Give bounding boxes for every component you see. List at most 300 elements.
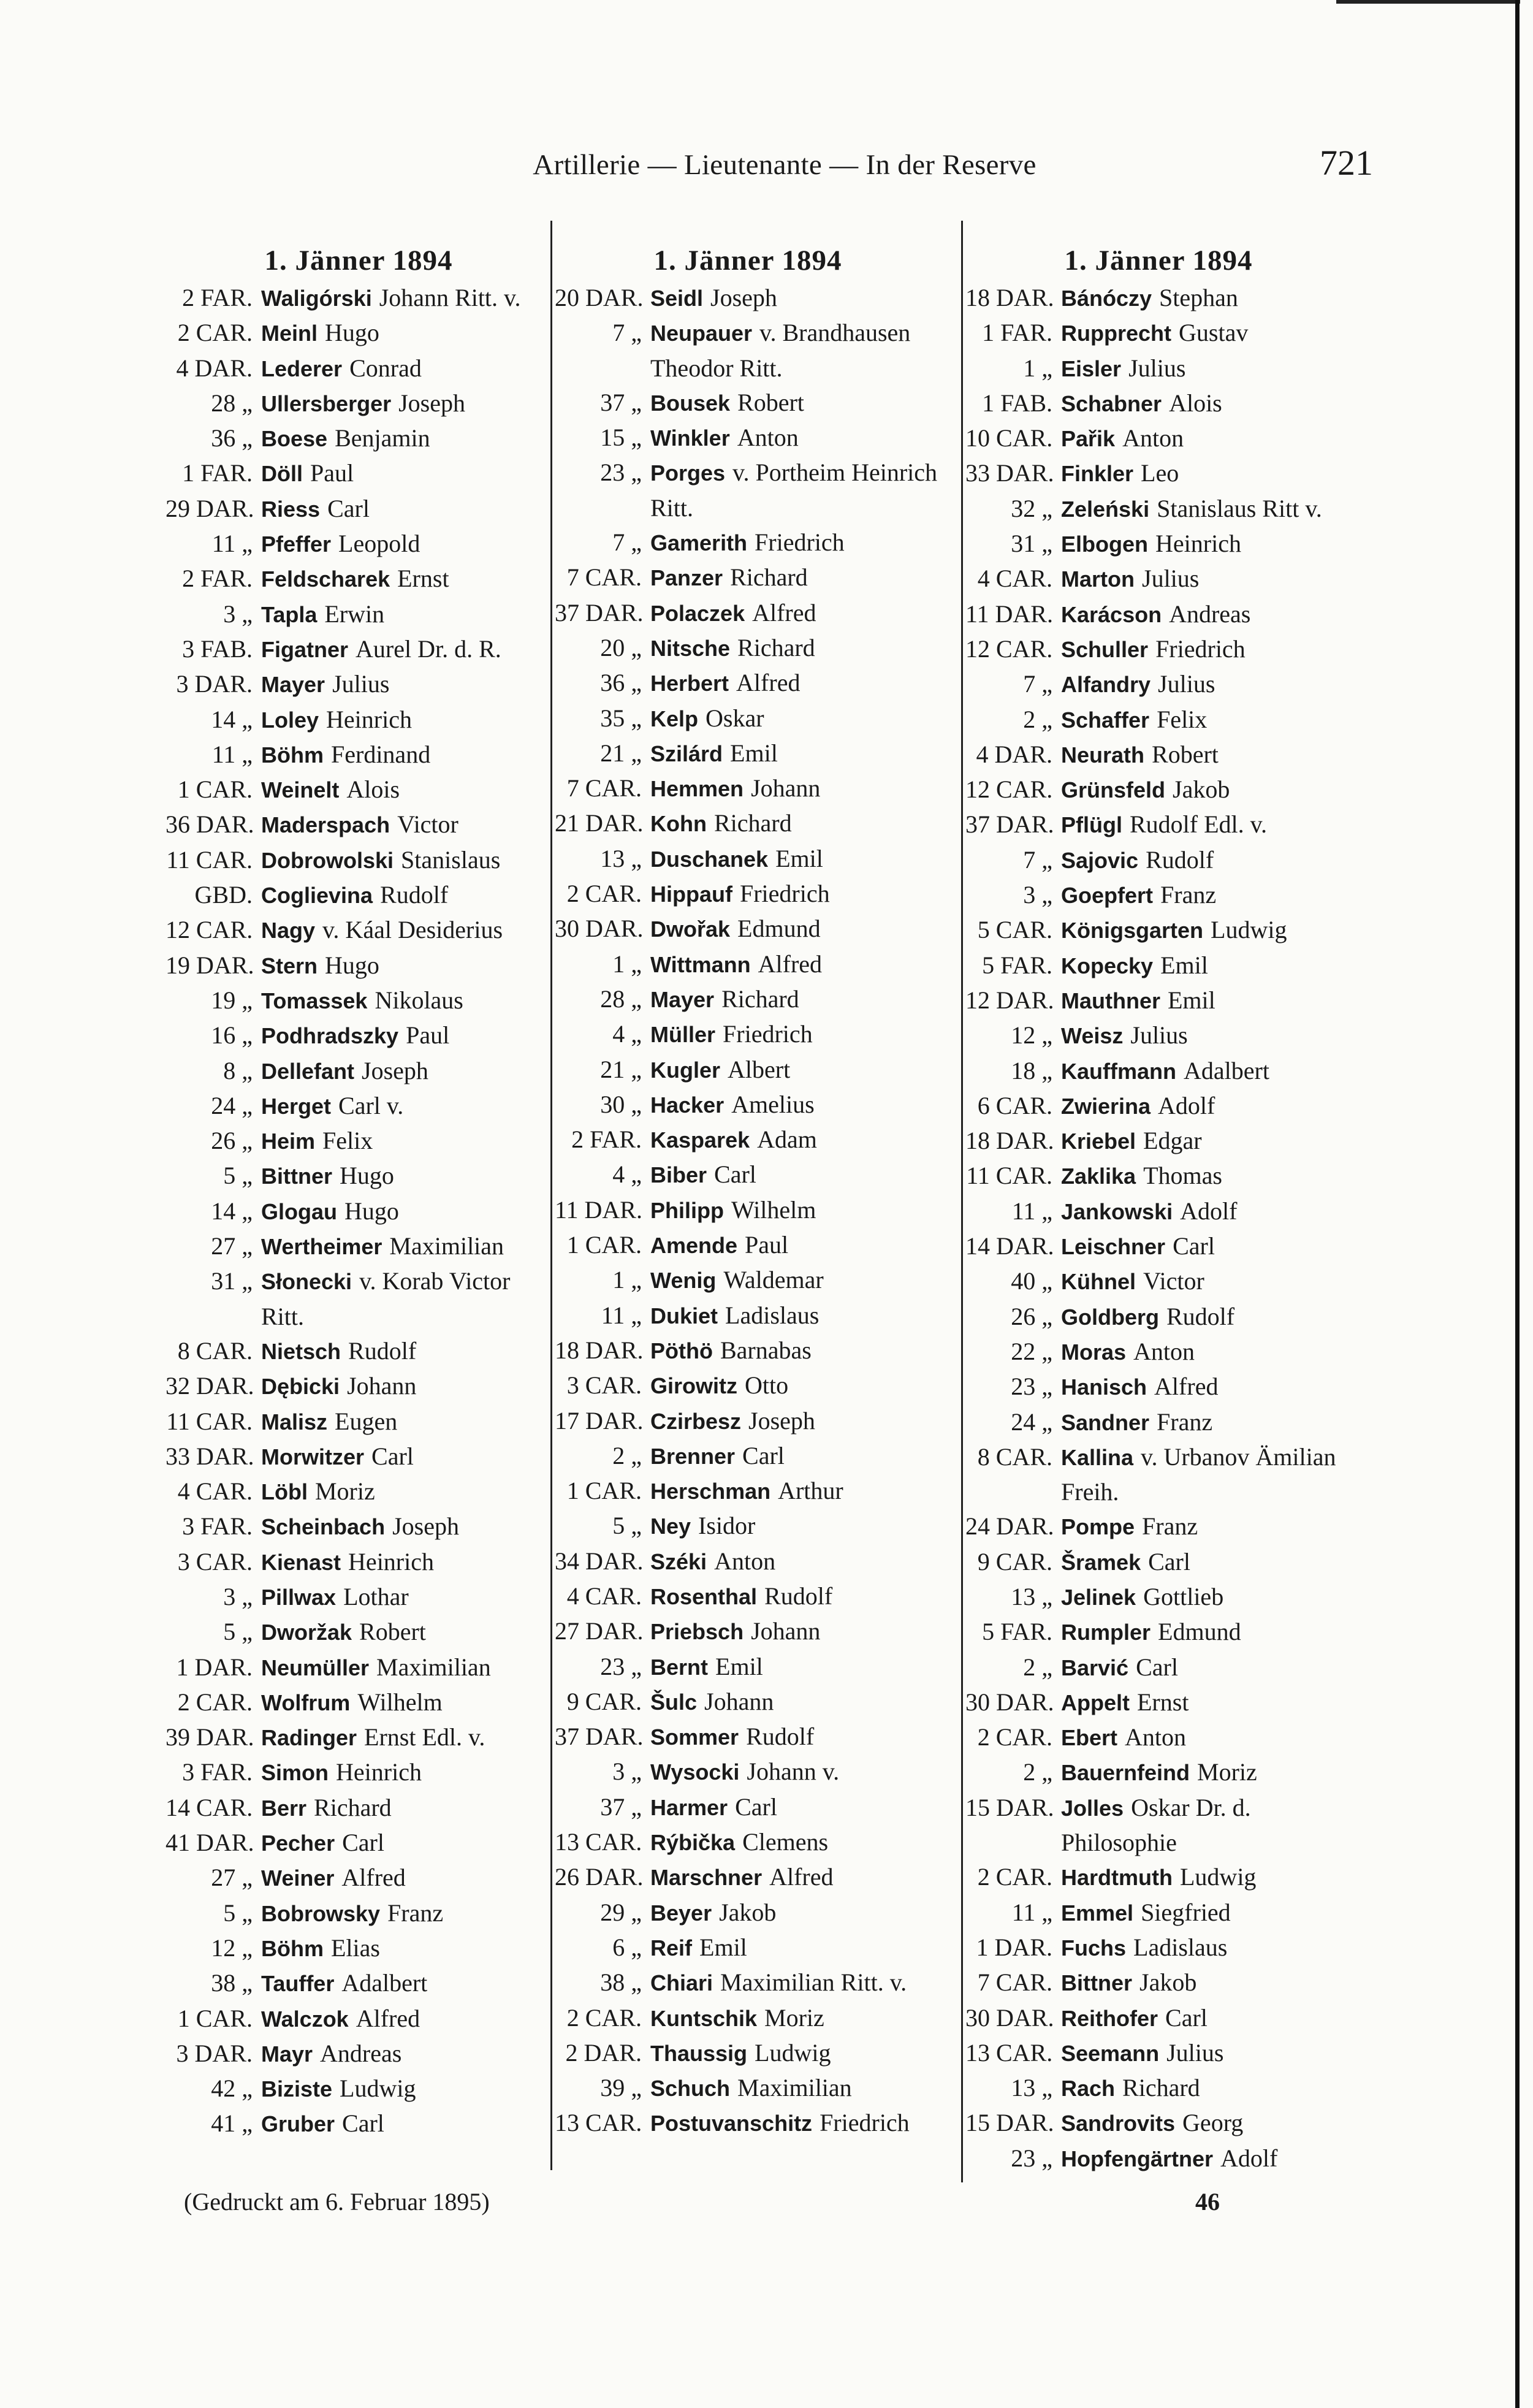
unit-code: 13 „ [1011, 2074, 1052, 2102]
given-names: Ernst Edl. v. [364, 1723, 485, 1751]
unit-code: 13 CAR. [965, 2038, 1053, 2067]
unit-code: 3 „ [223, 1582, 253, 1610]
list-item [165, 1404, 558, 1439]
given-names: Adolf [1158, 1091, 1215, 1119]
officer-name [261, 1861, 558, 1896]
given-names: Georg [1182, 2109, 1244, 2137]
surname: Pompe [1061, 1514, 1135, 1540]
unit-code: 33 DAR. [165, 1442, 254, 1470]
surname: Reithofer [1061, 2005, 1158, 2031]
unit-code: GBD. [194, 881, 253, 909]
given-names: Alois [1169, 389, 1222, 417]
surname: Schuch [650, 2076, 731, 2101]
surname: Böhm [261, 1935, 324, 1961]
list-item [965, 1159, 1358, 1194]
list-item [165, 1931, 558, 1966]
unit-code: 2 CAR. [977, 1723, 1052, 1751]
given-names: Ludwig [1211, 916, 1287, 944]
given-names: Joseph [392, 1512, 459, 1541]
surname: Kienast [261, 1549, 341, 1575]
list-item [165, 1685, 558, 1720]
unit-code: 28 „ [211, 389, 253, 417]
surname: Wenig [650, 1268, 717, 1294]
list-item [165, 1054, 558, 1089]
officer-name [261, 1264, 558, 1334]
given-names: Alfred [769, 1863, 834, 1891]
unit-code: 1 CAR. [566, 1477, 642, 1505]
print-date-note: (Gedruckt am 6. Februar 1895) [184, 2188, 490, 2216]
given-names: Anton [1125, 1723, 1187, 1751]
surname: Herget [261, 1093, 332, 1119]
unit-code: 36 „ [600, 669, 642, 697]
officer-name [650, 736, 947, 771]
officer-name [1061, 2001, 1358, 2036]
officer-name [1061, 737, 1358, 772]
surname: Jolles [1061, 1795, 1124, 1821]
officer-name [650, 596, 947, 631]
given-names: Richard [1122, 2074, 1200, 2102]
unit-code: 34 DAR. [555, 1547, 644, 1575]
unit-code: 36 „ [211, 424, 253, 452]
officer-name [650, 1404, 947, 1439]
surname: Kelp [650, 706, 699, 731]
given-names: Carl [342, 2109, 384, 2138]
officer-name [1061, 2106, 1358, 2141]
surname: Dukiet [650, 1303, 718, 1328]
surname: Dwořak [650, 916, 731, 942]
officer-name [650, 1825, 947, 1860]
unit-code: 1 CAR. [177, 775, 253, 804]
officer-name [650, 1579, 947, 1614]
list-item [965, 2036, 1358, 2071]
unit-code: 7 „ [612, 319, 642, 347]
given-names: Stephan [1159, 284, 1238, 311]
list-item [165, 667, 558, 702]
given-names: Anton [1133, 1337, 1195, 1365]
unit-code: 14 CAR. [165, 1793, 253, 1821]
unit-code: 19 „ [211, 986, 253, 1014]
list-item [555, 1650, 947, 1685]
surname: Sajovic [1061, 847, 1139, 873]
unit-code: 27 „ [211, 1864, 253, 1892]
running-head: Artillerie — Lieutenante — In der Reserve [533, 149, 1037, 181]
given-names: Elias [331, 1934, 380, 1962]
officer-name [1061, 1370, 1358, 1404]
list-item [555, 1825, 947, 1860]
list-item [555, 912, 947, 947]
unit-code: 6 CAR. [977, 1091, 1052, 1119]
list-item [965, 1054, 1358, 1089]
unit-code: 18 DAR. [555, 1336, 644, 1364]
list-item [555, 1193, 947, 1228]
unit-code: 3 DAR. [176, 670, 253, 698]
surname: Pařik [1061, 426, 1116, 452]
unit-code: 31 „ [1011, 530, 1052, 558]
surname: Heim [261, 1129, 316, 1154]
list-item [165, 1194, 558, 1229]
officer-name [261, 667, 558, 702]
surname: Malisz [261, 1409, 328, 1435]
given-names: Richard [721, 985, 799, 1013]
unit-code: 11 „ [1011, 1898, 1052, 1926]
unit-code: 6 „ [612, 1933, 642, 1961]
given-names: Jakob [1139, 1968, 1197, 1997]
list-item [965, 983, 1358, 1018]
officer-name [650, 1965, 947, 2000]
officer-name [261, 2002, 558, 2037]
officer-name [261, 1054, 558, 1089]
column-3 [965, 240, 1358, 2176]
list-item [965, 562, 1358, 596]
given-names: Joseph [362, 1056, 428, 1084]
list-item [165, 562, 558, 596]
given-names: Siegfried [1141, 1898, 1231, 1926]
officer-name [650, 1930, 947, 1965]
given-names: Stanislaus Ritt v. [1157, 494, 1322, 522]
officer-name [650, 1193, 947, 1228]
given-names: Moriz [1197, 1758, 1257, 1786]
surname: Bousek [650, 390, 731, 416]
given-names: Richard [730, 563, 808, 592]
given-names: Alfred [356, 2004, 420, 2032]
officer-name [261, 1018, 558, 1053]
given-names: Gottlieb [1143, 1582, 1224, 1610]
unit-code: 24 DAR. [965, 1512, 1054, 1541]
surname: Hacker [650, 1092, 725, 1118]
officer-name [261, 948, 558, 983]
surname: Neumüller [261, 1655, 370, 1680]
surname: Jankowski [1061, 1198, 1173, 1224]
unit-code: 23 „ [1011, 2144, 1052, 2172]
unit-code: 30 DAR. [965, 2003, 1054, 2032]
officer-name [261, 351, 558, 386]
given-names: Alfred [758, 950, 823, 978]
given-names: Isidor [698, 1512, 756, 1540]
officer-name [1061, 1124, 1358, 1159]
unit-code: 18 DAR. [965, 284, 1054, 311]
given-names: Moriz [764, 2003, 824, 2032]
officer-name [650, 1017, 947, 1052]
surname: Polaczek [650, 600, 745, 626]
surname: Feldscharek [261, 566, 390, 592]
officer-name [1061, 1650, 1358, 1685]
officer-name [650, 947, 947, 982]
surname: Kauffmann [1061, 1058, 1176, 1084]
column-heading: 1. Jänner 1894 [264, 245, 453, 276]
unit-code: 29 „ [600, 1898, 642, 1926]
surname: Pflügl [1061, 812, 1122, 838]
given-names: Wilhelm [357, 1688, 443, 1716]
list-item [965, 1791, 1358, 1861]
officer-name [1061, 667, 1358, 702]
officer-name [1061, 1791, 1358, 1861]
given-names: Carl v. [338, 1091, 404, 1119]
officer-name [650, 1368, 947, 1403]
given-names: Friedrich [1155, 634, 1246, 663]
given-names: Alfred [752, 598, 816, 627]
given-names: Leo [1141, 459, 1179, 487]
surname: Panzer [650, 565, 723, 591]
given-names: Ferdinand [331, 740, 431, 768]
list-item [555, 982, 947, 1017]
officer-name [650, 2001, 947, 2036]
officer-name [261, 1966, 558, 2001]
unit-code: 7 CAR. [566, 774, 642, 802]
officer-name [1061, 351, 1358, 386]
surname: Rýbička [650, 1830, 736, 1856]
officer-name [650, 771, 947, 806]
list-item [555, 1122, 947, 1157]
unit-code: 24 „ [211, 1091, 253, 1119]
officer-name [650, 701, 947, 736]
surname: Tauffer [261, 1971, 335, 1997]
list-item [165, 2002, 558, 2037]
unit-code: 41 „ [211, 2109, 253, 2138]
officer-name [1061, 1159, 1358, 1194]
surname: Königsgarten [1061, 918, 1204, 943]
unit-code: 12 CAR. [165, 916, 253, 944]
officer-name [261, 2037, 558, 2071]
given-names: Rudolf [746, 1723, 815, 1751]
unit-code: 23 „ [600, 1652, 642, 1680]
list-item [965, 2141, 1358, 2176]
given-names: Rudolf [1146, 845, 1214, 874]
surname: Grünsfeld [1061, 777, 1166, 803]
given-names: Carl [1136, 1653, 1178, 1681]
unit-code: 32 „ [1011, 494, 1052, 522]
list-item [555, 1368, 947, 1403]
surname: Rumpler [1061, 1620, 1151, 1645]
unit-code: 2 „ [612, 1441, 642, 1469]
surname: Bauernfeind [1061, 1760, 1190, 1786]
officer-name [1061, 1440, 1358, 1510]
unit-code: 4 CAR. [177, 1477, 253, 1506]
surname: Biziste [261, 2076, 333, 2102]
unit-code: 11 CAR. [966, 1162, 1052, 1190]
given-names: Richard [713, 809, 792, 837]
unit-code: 15 „ [600, 424, 642, 452]
given-names: Franz [387, 1899, 444, 1927]
given-names: Felix [322, 1127, 373, 1155]
unit-code: 3 „ [1023, 881, 1052, 909]
unit-code: 4 „ [612, 1160, 642, 1189]
surname: Morwitzer [261, 1444, 365, 1469]
unit-code: 8 CAR. [177, 1336, 253, 1365]
officer-name [650, 1755, 947, 1789]
list-item [555, 947, 947, 982]
given-names: Carl [371, 1442, 414, 1470]
unit-code: 2 CAR. [177, 1688, 253, 1716]
unit-code: 14 „ [211, 1197, 253, 1225]
surname: Kuntschik [650, 2005, 758, 2031]
list-item [165, 737, 558, 772]
given-names: Robert [359, 1618, 426, 1646]
surname: Kallina [1061, 1444, 1134, 1470]
list-item [965, 807, 1358, 842]
unit-code: 41 DAR. [165, 1829, 254, 1857]
given-names: Heinrich [1155, 530, 1241, 558]
officer-name [1061, 1194, 1358, 1229]
list-item [165, 1650, 558, 1685]
unit-code: 38 „ [211, 1969, 253, 1997]
unit-code: 11 „ [211, 530, 253, 558]
surname: Czirbesz [650, 1408, 742, 1434]
entry-list [555, 281, 947, 2141]
list-item [165, 527, 558, 562]
officer-name [650, 1474, 947, 1509]
surname: Schuller [1061, 636, 1149, 662]
officer-name [261, 1580, 558, 1615]
surname: Zaklika [1061, 1164, 1136, 1189]
given-names: Rudolf Edl. v. [1129, 810, 1268, 839]
list-item [165, 1966, 558, 2001]
surname: Weisz [1061, 1023, 1124, 1049]
list-item [165, 807, 558, 842]
surname: Fuchs [1061, 1935, 1127, 1960]
given-names: Erwin [324, 600, 385, 628]
given-names: v. Káal Desiderius [322, 916, 503, 944]
unit-code: 27 „ [211, 1232, 253, 1260]
list-item [965, 1580, 1358, 1615]
list-item [555, 316, 947, 386]
officer-name [650, 525, 947, 560]
list-item [965, 456, 1358, 491]
given-names: Richard [314, 1793, 392, 1821]
given-names: Johann [751, 1617, 821, 1645]
officer-name [1061, 948, 1358, 983]
officer-name [1061, 1018, 1358, 1053]
given-names: Paul [406, 1021, 450, 1050]
surname: Lederer [261, 356, 343, 381]
list-item [965, 703, 1358, 737]
list-item [165, 316, 558, 351]
list-item [165, 1791, 558, 1826]
list-item [965, 1650, 1358, 1685]
list-item [165, 913, 558, 948]
given-names: Adolf [1180, 1197, 1238, 1225]
unit-code: 1 CAR. [177, 2004, 253, 2032]
list-item [165, 492, 558, 527]
unit-code: 37 „ [600, 1793, 642, 1821]
given-names: Conrad [349, 354, 422, 382]
surname: Bittner [261, 1164, 332, 1189]
unit-code: 40 „ [1011, 1267, 1052, 1295]
unit-code: 7 „ [1023, 670, 1052, 698]
officer-name [650, 1298, 947, 1333]
list-item [965, 948, 1358, 983]
given-names: Julius [332, 670, 390, 698]
unit-code: 31 „ [211, 1267, 253, 1295]
unit-code: 1 „ [612, 1266, 642, 1294]
list-item [555, 281, 947, 316]
unit-code: 2 CAR. [177, 319, 253, 347]
list-item [555, 2001, 947, 2036]
given-names: Julius [1142, 565, 1200, 593]
list-item [165, 843, 558, 878]
given-names: Rudolf [764, 1582, 833, 1610]
list-item [965, 421, 1358, 456]
officer-name [650, 1720, 947, 1755]
surname: Marschner [650, 1865, 763, 1891]
unit-code: 29 DAR. [165, 494, 254, 522]
officer-name [650, 560, 947, 595]
given-names: Alfred [341, 1864, 406, 1892]
officer-name [1061, 772, 1358, 807]
surname: Coglievina [261, 883, 373, 909]
unit-code: 2 „ [1023, 1758, 1052, 1786]
officer-name [650, 631, 947, 666]
surname: Müller [650, 1022, 716, 1048]
surname: Tapla [261, 601, 318, 627]
unit-code: 4 CAR. [977, 565, 1052, 593]
list-item [165, 703, 558, 737]
surname: Mayr [261, 2041, 313, 2067]
list-item [165, 1861, 558, 1896]
given-names: Anton [714, 1547, 776, 1575]
list-item [555, 701, 947, 736]
surname: Tomassek [261, 988, 368, 1013]
surname: Pfeffer [261, 532, 332, 557]
surname: Walczok [261, 2006, 349, 2032]
officer-name [650, 421, 947, 455]
surname: Radinger [261, 1725, 357, 1751]
surname: Mayer [261, 672, 325, 698]
given-names: Hugo [325, 951, 379, 979]
unit-code: 13 CAR. [555, 2109, 642, 2137]
unit-code: 12 „ [211, 1934, 253, 1962]
list-item [555, 1157, 947, 1192]
given-names: Emil [1168, 986, 1215, 1014]
given-names: Johann [347, 1372, 417, 1400]
given-names: Carl [1148, 1547, 1190, 1575]
unit-code: 19 DAR. [165, 951, 254, 979]
unit-code: 7 CAR. [977, 1968, 1052, 1997]
given-names: Felix [1157, 705, 1208, 733]
list-item [555, 771, 947, 806]
list-item [965, 1264, 1358, 1299]
list-item [165, 1509, 558, 1544]
officer-name [1061, 1545, 1358, 1580]
officer-name [650, 806, 947, 841]
officer-name [261, 1755, 558, 1790]
officer-name [261, 632, 558, 667]
officer-name [650, 1333, 947, 1368]
unit-code: 4 CAR. [566, 1582, 642, 1610]
surname: Elbogen [1061, 532, 1148, 557]
officer-name [1061, 1229, 1358, 1264]
list-item [165, 1755, 558, 1790]
column-rule [961, 221, 963, 2182]
surname: Goepfert [1061, 883, 1154, 909]
unit-code: 13 „ [600, 844, 642, 872]
unit-code: 2 FAR. [571, 1126, 642, 1154]
officer-name [1061, 1509, 1358, 1544]
surname: Zeleński [1061, 496, 1150, 522]
officer-name [261, 1615, 558, 1650]
unit-code: 1 FAR. [182, 459, 253, 487]
list-item [555, 1228, 947, 1263]
surname: Rach [1061, 2076, 1116, 2101]
unit-code: 35 „ [600, 704, 642, 732]
list-item [165, 1826, 558, 1861]
given-names: Adolf [1220, 2144, 1278, 2172]
given-names: Franz [1160, 881, 1217, 909]
unit-code: 5 „ [223, 1618, 253, 1646]
officer-name [261, 913, 558, 948]
list-item [165, 281, 558, 316]
given-names: Lothar [343, 1582, 409, 1610]
unit-code: 37 DAR. [555, 598, 644, 627]
